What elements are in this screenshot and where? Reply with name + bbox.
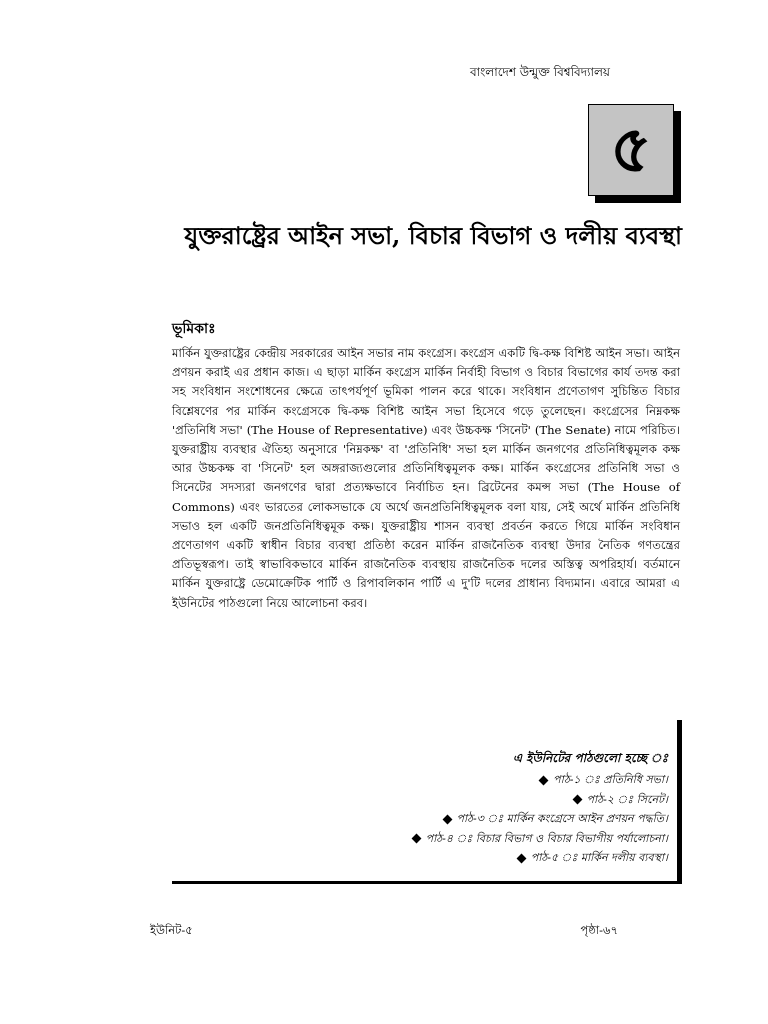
diamond-bullet-icon	[411, 834, 421, 844]
diamond-bullet-icon	[572, 795, 582, 805]
lessons-box	[172, 720, 682, 884]
footer-page-number: পৃষ্ঠা-৬৭	[580, 923, 618, 937]
chapter-number-box	[588, 104, 674, 196]
lesson-item	[413, 848, 668, 868]
lessons-heading: এ ইউনিটের পাঠগুলো হচ্ছে ঃ	[512, 751, 668, 765]
lesson-list	[413, 770, 668, 868]
lesson-item	[413, 790, 668, 810]
lesson-label: পাঠ-৫ ঃ মার্কিন দলীয় ব্যবস্থা।	[530, 851, 668, 864]
diamond-bullet-icon	[516, 853, 526, 863]
intro-heading: ভূমিকাঃ	[172, 321, 216, 337]
unit-title: যুক্তরাষ্ট্রের আইন সভা, বিচার বিভাগ ও দলীয় ব্যবস্থা	[184, 221, 682, 250]
lesson-item	[413, 770, 668, 790]
lesson-label: পাঠ-২ ঃ সিনেট।	[586, 792, 668, 806]
diamond-bullet-icon	[442, 814, 452, 824]
lesson-label: পাঠ-১ ঃ প্রতিনিধি সভা।	[553, 773, 668, 786]
chapter-number: ৫	[610, 112, 652, 187]
lesson-item	[413, 809, 668, 829]
lesson-item	[413, 829, 668, 849]
footer-unit: ইউনিট-৫	[150, 923, 193, 937]
lesson-label: পাঠ-৪ ঃ বিচার বিভাগ ও বিচার বিভাগীয় পর্যালোচনা।	[425, 831, 668, 845]
lesson-label: পাঠ-৩ ঃ মার্কিন কংগ্রেসে আইন প্রণয়ন পদ্ধতি।	[456, 812, 668, 825]
lessons-box-horizontal-rule	[172, 881, 682, 884]
diamond-bullet-icon	[539, 775, 549, 785]
university-name: বাংলাদেশ উন্মুক্ত বিশ্ববিদ্যালয়	[469, 65, 610, 79]
lessons-box-vertical-rule	[677, 720, 682, 884]
intro-body: মার্কিন যুক্তরাষ্ট্রের কেন্দ্রীয় সরকারের আইন সভার নাম কংগ্রেস। কংগ্রেস একটি দ্বি-কক্ষ বিশিষ্ট আইন সভা। আইন প্রণয়ন করাই এর প্রধান কাজ। এ ছাড়া মার্কিন কংগ্রেস মার্কিন নির্বাহী বিভাগ ও বিচার বিভাগের কার্য তদন্ত করা সহ সংবিধান সংশোধনের ক্ষেত্রে তাৎপর্যপূর্ণ ভূমিকা পালন করে থাকে। সংবিধান প্রণেতাগণ সুচিন্তিত বিচার বিশ্লেষণের পর মার্কিন কংগ্রেসকে দ্বি-কক্ষ বিশিষ্ট আইন সভা হিসেবে গড়ে তুলেছেন। কংগ্রেসের নিম্নকক্ষ 'প্রতিনিধি সভা' (The House of Representative) এবং উচ্চকক্ষ 'সিনেট' (The Senate) নামে পরিচিত। যুক্তরাষ্ট্রীয় ব্যবস্থার ঐতিহ্য অনুসারে 'নিম্নকক্ষ' বা 'প্রতিনিধি' সভা হল মার্কিন জনগণের প্রতিনিধিত্বমূলক কক্ষ আর উচ্চকক্ষ বা 'সিনেট' হল অঙ্গরাজ্যগুলোর প্রতিনিধিত্বমূলক কক্ষ। মার্কিন কংগ্রেসের প্রতিনিধি সভা ও সিনেটের সদস্যরা জনগণের দ্বারা প্রত্যক্ষভাবে নির্বাচিত হন। ব্রিটেনের কমন্স সভা (The House of Commons) এবং ভারতের লোকসভাকে যে অর্থে জনপ্রতিনিধিত্বমূলক বলা যায়, সেই অর্থে মার্কিন প্রতিনিধি সভাও হল একটি জনপ্রতিনিধিত্বমূক কক্ষ। যুক্তরাষ্ট্রীয় শাসন ব্যবস্থা প্রবর্তন করতে গিয়ে মার্কিন সংবিধান প্রণেতাগণ একটি স্বাধীন বিচার ব্যবস্থা প্রতিষ্ঠা করেন মার্কিন রাজনৈতিক ব্যবস্থা উদার নৈতিক গণতন্ত্রের প্রতিভূস্বরূপ। তাই স্বাভাবিকভাবে মার্কিন রাজনৈতিক ব্যবস্থায় রাজনৈতিক দলের অস্তিত্ব অপরিহার্য। বর্তমানে মার্কিন যুক্তরাষ্ট্রে ডেমোক্রেটিক পার্টি ও রিপাবলিকান পার্টি এ দু'টি দলের প্রাধান্য বিদ্যমান। এবারে আমরা এ ইউনিটের পাঠগুলো নিয়ে আলোচনা করব।	[172, 346, 680, 610]
